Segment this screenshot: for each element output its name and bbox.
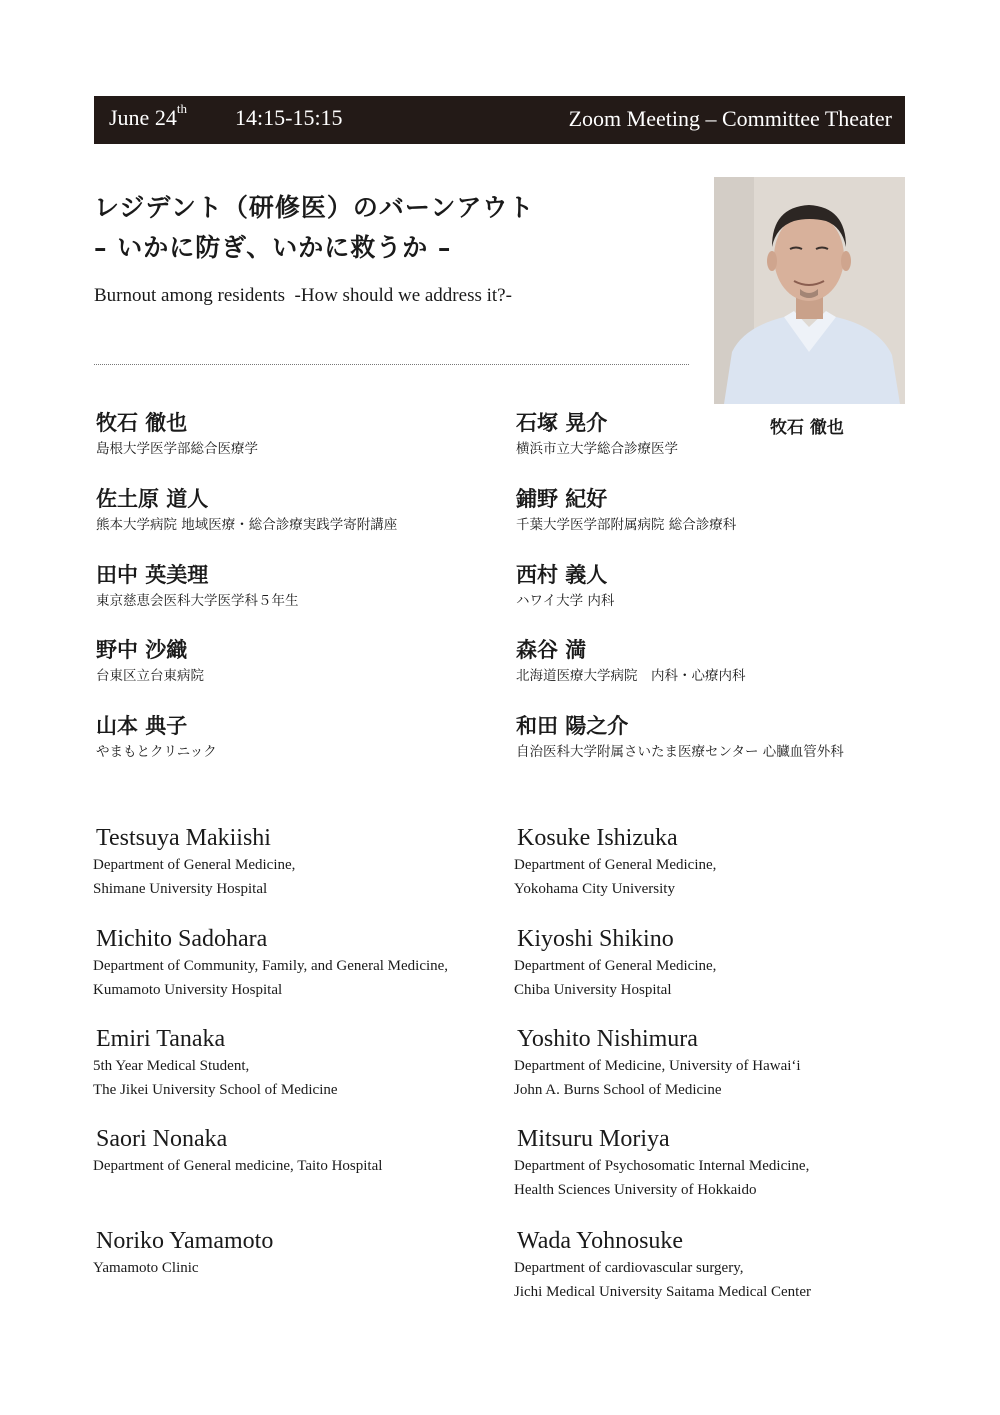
jp-speaker-name: 佐土原 道人 <box>96 486 209 511</box>
jp-speaker <box>96 409 258 459</box>
jp-speaker-name: 田中 英美理 <box>96 562 209 587</box>
jp-speaker-name: 西村 義人 <box>516 562 608 587</box>
en-speaker-affiliation-line2: Health Sciences University of Hokkaido <box>514 1182 757 1198</box>
jp-speaker <box>96 561 299 611</box>
en-speaker-affiliation-line2: Yokohama City University <box>514 881 675 897</box>
jp-speaker-name: 山本 典子 <box>96 713 188 738</box>
en-speaker-name: Kosuke Ishizuka <box>517 825 678 851</box>
jp-speaker-name: 石塚 晃介 <box>516 410 608 435</box>
en-speaker-name: Wada Yohnosuke <box>517 1228 684 1254</box>
en-speaker <box>93 1226 273 1280</box>
jp-speaker-affiliation: 北海道医療大学病院 内科・心療内科 <box>516 668 746 684</box>
en-speaker-affiliation-line2: Jichi Medical University Saitama Medical Center <box>514 1284 811 1300</box>
en-speaker-name: Mitsuru Moriya <box>517 1126 670 1152</box>
jp-speaker <box>516 712 844 762</box>
en-speaker-affiliation-line1: Department of Medicine, University of Hawaiʻi <box>514 1058 801 1074</box>
jp-speaker <box>516 409 678 459</box>
en-speaker-affiliation-line2: Chiba University Hospital <box>514 982 672 998</box>
jp-speaker-affiliation: ハワイ大学 内科 <box>516 593 615 609</box>
en-speaker <box>514 823 716 901</box>
portrait-illustration <box>714 177 905 404</box>
en-speaker-affiliation-line1: Yamamoto Clinic <box>93 1260 199 1276</box>
jp-speaker-affiliation: 東京慈恵会医科大学医学科５年生 <box>96 593 299 609</box>
en-speaker-name: Testsuya Makiishi <box>96 825 271 851</box>
en-speaker-affiliation-line1: Department of Psychosomatic Internal Medicine, <box>514 1158 810 1174</box>
en-speaker-affiliation-line2: Kumamoto University Hospital <box>93 982 283 998</box>
jp-speaker-affiliation: やまもとクリニック <box>96 744 217 760</box>
en-speaker-affiliation-line1: Department of cardiovascular surgery, <box>514 1260 744 1276</box>
session-title-jp-line1: レジデント（研修医）のバーンアウト <box>94 193 535 222</box>
speaker-photo <box>714 177 905 404</box>
en-speaker <box>93 924 448 1002</box>
en-speaker-affiliation-line2: The Jikei University School of Medicine <box>93 1082 338 1098</box>
en-speaker-name: Saori Nonaka <box>96 1126 228 1152</box>
en-speaker <box>514 924 716 1002</box>
jp-speaker-name: 鋪野 紀好 <box>516 486 608 511</box>
en-speaker <box>514 1024 801 1102</box>
header-banner <box>94 96 905 144</box>
session-venue: Zoom Meeting – Committee Theater <box>568 106 892 131</box>
en-speaker-affiliation-line1: Department of General medicine, Taito Hospital <box>93 1158 383 1174</box>
session-date <box>109 101 187 131</box>
en-speaker <box>93 1024 338 1102</box>
jp-speaker <box>96 636 204 686</box>
en-speaker <box>93 1124 382 1178</box>
en-speaker-name: Yoshito Nishimura <box>517 1026 698 1052</box>
jp-speaker-affiliation: 千葉大学医学部附属病院 総合診療科 <box>516 517 737 533</box>
jp-speaker <box>516 561 614 611</box>
jp-speaker-name: 森谷 満 <box>516 637 587 662</box>
en-speaker-affiliation-line1: Department of General Medicine, <box>514 958 717 974</box>
session-title-jp <box>94 188 534 268</box>
en-speaker-name: Kiyoshi Shikino <box>517 926 674 952</box>
jp-speaker-name: 牧石 徹也 <box>96 410 188 435</box>
session-title-en: Burnout among residents -How should we address it?- <box>94 285 512 306</box>
jp-speaker-affiliation: 島根大学医学部総合医療学 <box>96 441 258 457</box>
jp-speaker-affiliation: 横浜市立大学総合診療医学 <box>516 441 678 457</box>
session-title-jp-line2: – いかに防ぎ、いかに救うか – <box>94 233 452 262</box>
jp-speaker-name: 野中 沙織 <box>96 637 188 662</box>
en-speaker-affiliation-line2: Shimane University Hospital <box>93 881 268 897</box>
session-time: 14:15-15:15 <box>235 105 343 130</box>
en-speaker-affiliation-line1: 5th Year Medical Student, <box>93 1058 250 1074</box>
en-speaker-name: Michito Sadohara <box>96 926 268 952</box>
en-speaker-affiliation-line1: Department of General Medicine, <box>93 857 296 873</box>
dotted-divider <box>94 364 689 365</box>
en-speaker <box>93 823 295 901</box>
session-date-suffix: th <box>176 101 187 116</box>
en-speaker-name: Noriko Yamamoto <box>96 1228 274 1254</box>
en-speaker-affiliation-line1: Department of General Medicine, <box>514 857 717 873</box>
jp-speaker <box>96 485 397 535</box>
en-speaker <box>514 1124 809 1202</box>
jp-speaker <box>516 636 746 686</box>
jp-speaker-affiliation: 熊本大学病院 地域医療・総合診療実践学寄附講座 <box>96 517 398 533</box>
jp-speaker-affiliation: 台東区立台東病院 <box>96 668 204 684</box>
en-speaker-name: Emiri Tanaka <box>96 1026 226 1052</box>
en-speaker-affiliation-line1: Department of Community, Family, and General Medicine, <box>93 958 449 974</box>
jp-speaker-affiliation: 自治医科大学附属さいたま医療センター 心臓血管外科 <box>516 744 844 760</box>
photo-caption: 牧石 徹也 <box>770 418 844 438</box>
jp-speaker <box>516 485 736 535</box>
jp-speaker-name: 和田 陽之介 <box>516 713 629 738</box>
session-date-main: June 24 <box>109 105 177 130</box>
jp-speaker <box>96 712 217 762</box>
en-speaker <box>514 1226 811 1304</box>
en-speaker-affiliation-line2: John A. Burns School of Medicine <box>514 1082 722 1098</box>
